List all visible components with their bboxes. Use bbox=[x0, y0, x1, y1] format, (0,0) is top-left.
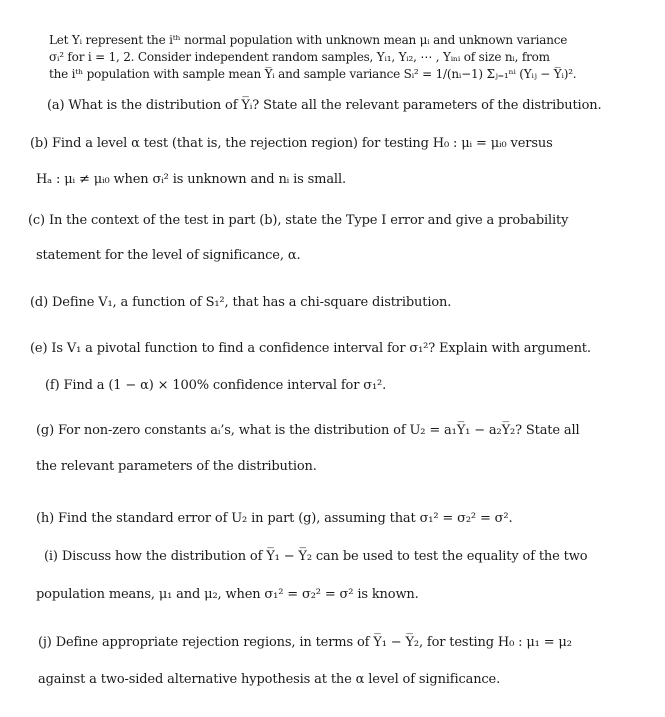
question-j-line-1: (j) Define appropriate rejection regions, in terms of Y̅₁ − Y̅₂, for testing H₀ : μ₁ = μ₂ bbox=[38, 635, 572, 650]
intro-line-2: σᵢ² for i = 1, 2. Consider independent random samples, Yᵢ₁, Yᵢ₂, ⋯ , Yᵢₙᵢ of size nᵢ, from bbox=[49, 50, 550, 64]
intro-line-3: the iᵗʰ population with sample mean Y̅ᵢ and sample variance Sᵢ² = 1/(nᵢ−1) Σⱼ₌₁ⁿⁱ (Yᵢⱼ − Y̅ᵢ)². bbox=[49, 67, 577, 81]
question-c-line-2: statement for the level of significance, α. bbox=[36, 248, 301, 263]
question-e: (e) Is V₁ a pivotal function to find a confidence interval for σ₁²? Explain with argument. bbox=[30, 341, 591, 356]
question-c-line-1: (c) In the context of the test in part (b), state the Type I error and give a probability bbox=[28, 213, 569, 228]
question-b-line-1: (b) Find a level α test (that is, the rejection region) for testing H₀ : μᵢ = μᵢ₀ versus bbox=[30, 136, 553, 151]
question-f: (f) Find a (1 − α) × 100% confidence interval for σ₁². bbox=[45, 378, 387, 393]
question-b-line-2: Hₐ : μᵢ ≠ μᵢ₀ when σᵢ² is unknown and nᵢ is small. bbox=[36, 172, 346, 187]
question-h: (h) Find the standard error of U₂ in part (g), assuming that σ₁² = σ₂² = σ². bbox=[36, 511, 513, 526]
question-i-line-2: population means, μ₁ and μ₂, when σ₁² = σ₂² = σ² is known. bbox=[36, 587, 419, 602]
question-j-line-2: against a two-sided alternative hypothesis at the α level of significance. bbox=[38, 672, 501, 687]
question-i-line-1: (i) Discuss how the distribution of Y̅₁ − Y̅₂ can be used to test the equality of the two bbox=[44, 549, 588, 564]
question-g-line-2: the relevant parameters of the distribution. bbox=[36, 459, 317, 474]
intro-line-1: Let Yᵢ represent the iᵗʰ normal population with unknown mean μᵢ and unknown variance bbox=[49, 33, 568, 47]
question-g-line-1: (g) For non-zero constants aᵢ’s, what is the distribution of U₂ = a₁Y̅₁ − a₂Y̅₂? State all bbox=[36, 423, 580, 438]
question-a: (a) What is the distribution of Y̅ᵢ? State all the relevant parameters of the distribution. bbox=[47, 98, 602, 113]
question-d: (d) Define V₁, a function of S₁², that has a chi-square distribution. bbox=[30, 295, 452, 310]
